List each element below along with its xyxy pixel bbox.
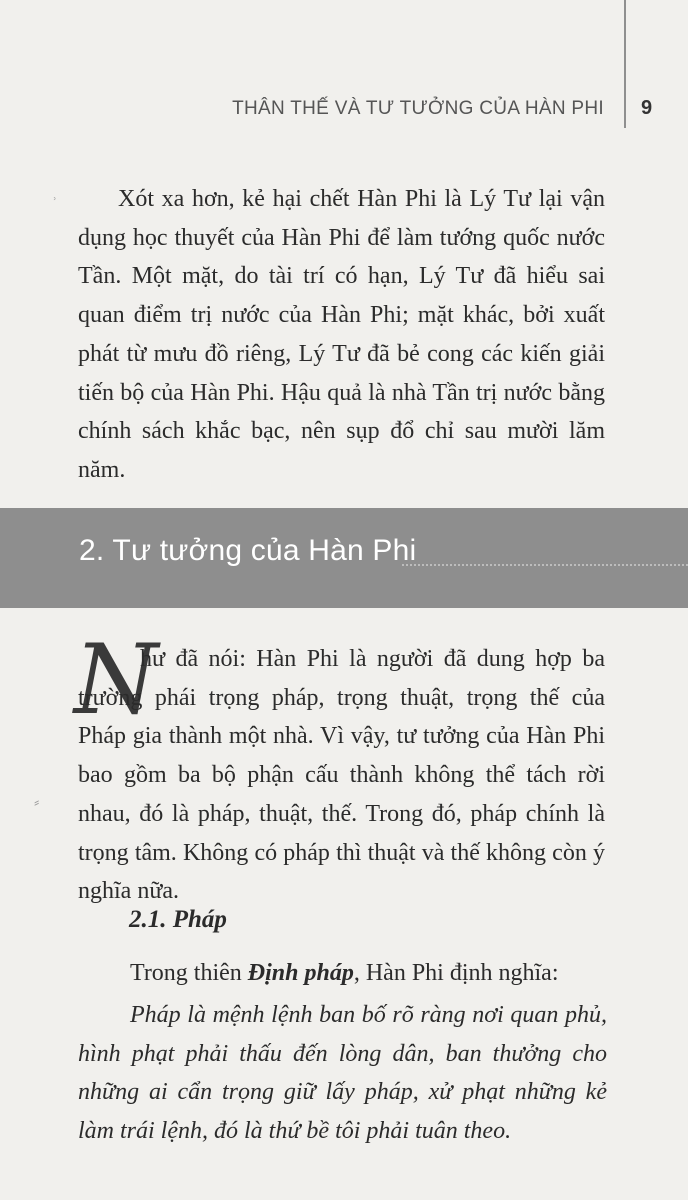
definition-lead: Trong thiên	[130, 960, 248, 986]
paper-mark-icon: ⸗	[34, 794, 40, 811]
paragraph-intro: Xót xa hơn, kẻ hại chết Hàn Phi là Lý Tư lại vận dụng học thuyết của Hàn Phi để làm tướng quốc nước Tần. Một mặt, do tài trí có hạn, Lý Tư đã hiểu sai quan điểm trị nước của Hàn Phi; mặt khác, bởi xuất phát từ mưu đồ riêng, Lý Tư đã bẻ cong các kiến giải tiến bộ của Hàn Phi. Hậu quả là nhà Tần trị nước bằng chính sách khắc bạc, nên sụp đổ chỉ sau mười lăm năm.	[78, 186, 605, 483]
section-heading-band	[0, 508, 688, 608]
paragraph-definition-intro	[78, 954, 605, 993]
section-dotted-rule	[402, 564, 688, 566]
work-title: Định pháp	[247, 960, 354, 986]
page-number: 9	[641, 97, 653, 119]
paper-mark-icon: ˒	[52, 188, 58, 205]
section-title: 2. Tư tưởng của Hàn Phi	[79, 534, 417, 567]
drop-cap: N	[74, 624, 158, 736]
definition-tail: , Hàn Phi định nghĩa:	[353, 960, 559, 986]
quotation: Pháp là mệnh lệnh ban bố rõ ràng nơi quan phủ, hình phạt phải thấu đến lòng dân, ban thưởng cho những ai cẩn trọng giữ lấy pháp, xử phạt những kẻ làm trái lệnh, đó là thứ bề tôi phải tuân theo.	[78, 1002, 607, 1145]
margin-rule	[624, 0, 626, 128]
paragraph-section-intro: hư đã nói: Hàn Phi là người đã dung hợp ba trường phái trọng pháp, trọng thuật, trọng thế của Pháp gia thành một nhà. Vì vậy, tư tưởng của Hàn Phi bao gồm ba bộ phận cấu thành không thể tách rời nhau, đó là pháp, thuật, thế. Trong đó, pháp chính là trọng tâm. Không có pháp thì thuật và thế không còn ý nghĩa nữa.	[78, 646, 605, 905]
running-head: THÂN THẾ VÀ TƯ TƯỞNG CỦA HÀN PHI	[232, 98, 604, 119]
subsection-heading: 2.1. Pháp	[129, 906, 227, 933]
